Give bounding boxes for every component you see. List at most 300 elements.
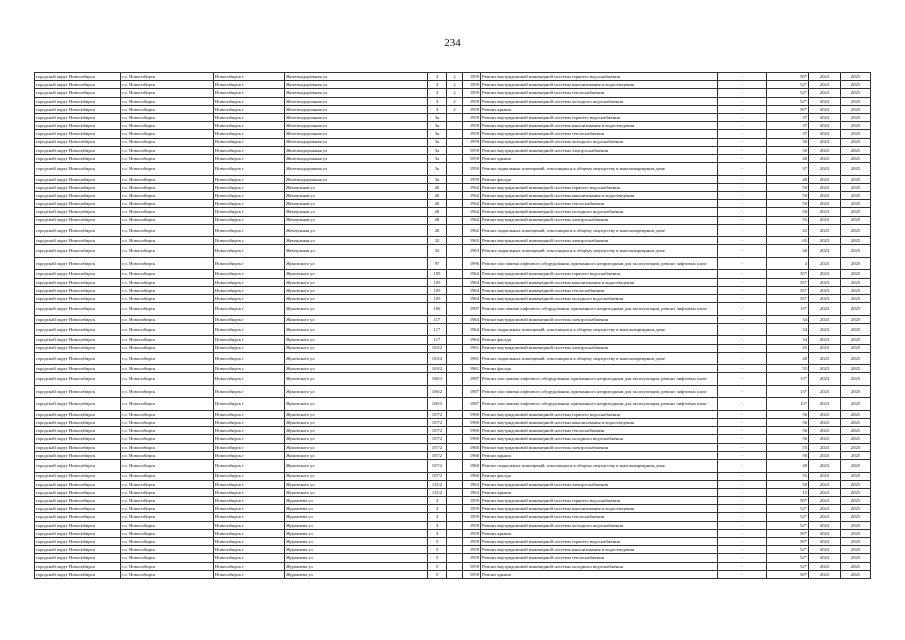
- city-district-cell: г.о. Новосибирск: [121, 562, 214, 570]
- table-row: [35, 546, 871, 554]
- city-district-cell: г.о. Новосибирск: [121, 146, 214, 154]
- street-cell: Журавлева ул: [285, 554, 428, 562]
- city-district-cell: г.о. Новосибирск: [121, 237, 214, 245]
- street-cell: Журавлева ул: [285, 570, 428, 578]
- street-cell: Жуковского ул: [285, 451, 428, 459]
- end-year-cell: 2025: [841, 443, 871, 451]
- city-district-cell: г.о. Новосибирск: [121, 538, 214, 546]
- dash-cell: -: [718, 113, 767, 121]
- work-type-cell: Ремонт фасада: [481, 175, 718, 183]
- street-cell: Жуковского ул: [285, 488, 428, 496]
- work-type-cell: Ремонт крыши: [481, 488, 718, 496]
- city-district-cell: г.о. Новосибирск: [121, 89, 214, 97]
- street-cell: Журавлева ул: [285, 529, 428, 537]
- end-year-cell: 2025: [841, 73, 871, 81]
- house-number-cell: 3а: [428, 113, 447, 121]
- wear-percent-cell: 55: [767, 472, 809, 480]
- build-year-cell: 1964: [463, 286, 481, 294]
- dash-cell: -: [718, 546, 767, 554]
- end-year-cell: 2025: [841, 138, 871, 146]
- start-year-cell: 2023: [809, 365, 841, 373]
- building-cell: [447, 303, 463, 316]
- street-cell: Жемчужная ул: [285, 224, 428, 237]
- build-year-cell: 1996: [463, 257, 481, 270]
- city-district-cell: г.о. Новосибирск: [121, 419, 214, 427]
- street-cell: Журавлева ул: [285, 505, 428, 513]
- work-type-cell: Ремонт внутридомовой инженерной системы холодного водоснабжения: [481, 562, 718, 570]
- building-cell: [447, 546, 463, 554]
- dash-cell: -: [718, 365, 767, 373]
- building-cell: [447, 154, 463, 162]
- locality-cell: Новосибирск г: [214, 278, 285, 286]
- start-year-cell: 2023: [809, 237, 841, 245]
- street-cell: Жуковского ул: [285, 385, 428, 398]
- city-district-cell: г.о. Новосибирск: [121, 373, 214, 386]
- build-year-cell: 1959: [463, 546, 481, 554]
- work-type-cell: Ремонт внутридомовой инженерной системы горячего водоснабжения: [481, 73, 718, 81]
- city-district-cell: г.о. Новосибирск: [121, 529, 214, 537]
- city-district-cell: г.о. Новосибирск: [121, 315, 214, 323]
- city-district-cell: г.о. Новосибирск: [121, 130, 214, 138]
- municipal-district-cell: городской округ Новосибирск: [35, 497, 121, 505]
- table-row: [35, 554, 871, 562]
- start-year-cell: 2023: [809, 336, 841, 344]
- building-cell: [447, 257, 463, 270]
- wear-percent-cell: 35*: [767, 294, 809, 302]
- build-year-cell: 1961: [463, 344, 481, 352]
- building-cell: [447, 497, 463, 505]
- street-cell: Жуковского ул: [285, 410, 428, 418]
- building-cell: [447, 554, 463, 562]
- end-year-cell: 2025: [841, 323, 871, 336]
- work-type-cell: Ремонт внутридомовой инженерной системы горячего водоснабжения: [481, 183, 718, 191]
- building-cell: [447, 163, 463, 176]
- wear-percent-cell: 34: [767, 336, 809, 344]
- end-year-cell: 2025: [841, 294, 871, 302]
- table-row: [35, 323, 871, 336]
- build-year-cell: 1964: [463, 278, 481, 286]
- work-type-cell: Ремонт внутридомовой инженерной системы холодного водоснабжения: [481, 521, 718, 529]
- building-cell: [447, 294, 463, 302]
- end-year-cell: 2025: [841, 427, 871, 435]
- build-year-cell: 1959: [463, 554, 481, 562]
- build-year-cell: 1960: [463, 435, 481, 443]
- build-year-cell: 1960: [463, 472, 481, 480]
- municipal-district-cell: городской округ Новосибирск: [35, 270, 121, 278]
- street-cell: Жуковского ул: [285, 344, 428, 352]
- city-district-cell: г.о. Новосибирск: [121, 113, 214, 121]
- building-cell: 2: [447, 89, 463, 97]
- start-year-cell: 2023: [809, 154, 841, 162]
- dash-cell: -: [718, 175, 767, 183]
- house-number-cell: 105: [428, 278, 447, 286]
- city-district-cell: г.о. Новосибирск: [121, 122, 214, 130]
- build-year-cell: 1963: [463, 237, 481, 245]
- municipal-district-cell: городской округ Новосибирск: [35, 427, 121, 435]
- locality-cell: Новосибирск г: [214, 546, 285, 554]
- start-year-cell: 2023: [809, 398, 841, 411]
- municipal-district-cell: городской округ Новосибирск: [35, 191, 121, 199]
- end-year-cell: 2025: [841, 237, 871, 245]
- locality-cell: Новосибирск г: [214, 130, 285, 138]
- municipal-district-cell: городской округ Новосибирск: [35, 529, 121, 537]
- start-year-cell: 2023: [809, 81, 841, 89]
- end-year-cell: 2025: [841, 183, 871, 191]
- dash-cell: -: [718, 323, 767, 336]
- building-cell: [447, 183, 463, 191]
- build-year-cell: 1959: [463, 89, 481, 97]
- wear-percent-cell: 37: [767, 122, 809, 130]
- build-year-cell: 1987: [463, 398, 481, 411]
- work-type-cell: Ремонт внутридомовой инженерной системы электроснабжения: [481, 480, 718, 488]
- start-year-cell: 2023: [809, 278, 841, 286]
- end-year-cell: 2025: [841, 521, 871, 529]
- build-year-cell: 1960: [463, 410, 481, 418]
- house-number-cell: 106: [428, 303, 447, 316]
- city-district-cell: г.о. Новосибирск: [121, 497, 214, 505]
- start-year-cell: 2023: [809, 286, 841, 294]
- municipal-district-cell: городской округ Новосибирск: [35, 419, 121, 427]
- city-district-cell: г.о. Новосибирск: [121, 410, 214, 418]
- start-year-cell: 2023: [809, 113, 841, 121]
- table-row: [35, 460, 871, 473]
- table-row: [35, 216, 871, 224]
- locality-cell: Новосибирск г: [214, 237, 285, 245]
- city-district-cell: г.о. Новосибирск: [121, 163, 214, 176]
- street-cell: Жуковского ул: [285, 427, 428, 435]
- city-district-cell: г.о. Новосибирск: [121, 73, 214, 81]
- wear-percent-cell: 37: [767, 130, 809, 138]
- start-year-cell: 2023: [809, 373, 841, 386]
- locality-cell: Новосибирск г: [214, 570, 285, 578]
- end-year-cell: 2025: [841, 122, 871, 130]
- city-district-cell: г.о. Новосибирск: [121, 224, 214, 237]
- work-type-cell: Ремонт фасада: [481, 336, 718, 344]
- house-number-cell: 5: [428, 546, 447, 554]
- wear-percent-cell: 50*: [767, 529, 809, 537]
- dash-cell: -: [718, 505, 767, 513]
- building-cell: [447, 460, 463, 473]
- municipal-district-cell: городской округ Новосибирск: [35, 410, 121, 418]
- street-cell: Железнодорожная ул: [285, 122, 428, 130]
- end-year-cell: 2025: [841, 336, 871, 344]
- street-cell: Жуковского ул: [285, 480, 428, 488]
- end-year-cell: 2025: [841, 435, 871, 443]
- dash-cell: -: [718, 89, 767, 97]
- work-type-cell: Ремонт внутридомовой инженерной системы холодного водоснабжения: [481, 138, 718, 146]
- start-year-cell: 2023: [809, 570, 841, 578]
- work-type-cell: Ремонт внутридомовой инженерной системы холодного водоснабжения: [481, 435, 718, 443]
- work-type-cell: Ремонт или замена лифтового оборудования, признанного непригодным для эксплуатации, ремонт лифтовых шахт: [481, 373, 718, 386]
- building-cell: [447, 513, 463, 521]
- house-number-cell: 3а: [428, 146, 447, 154]
- locality-cell: Новосибирск г: [214, 398, 285, 411]
- start-year-cell: 2023: [809, 344, 841, 352]
- locality-cell: Новосибирск г: [214, 200, 285, 208]
- city-district-cell: г.о. Новосибирск: [121, 105, 214, 113]
- city-district-cell: г.о. Новосибирск: [121, 138, 214, 146]
- house-number-cell: 106/2: [428, 385, 447, 398]
- start-year-cell: 2023: [809, 208, 841, 216]
- build-year-cell: 1959: [463, 97, 481, 105]
- locality-cell: Новосибирск г: [214, 294, 285, 302]
- end-year-cell: 2025: [841, 200, 871, 208]
- city-district-cell: г.о. Новосибирск: [121, 323, 214, 336]
- work-type-cell: Ремонт внутридомовой инженерной системы электроснабжения: [481, 344, 718, 352]
- build-year-cell: 1959: [463, 570, 481, 578]
- start-year-cell: 2023: [809, 130, 841, 138]
- end-year-cell: 2025: [841, 146, 871, 154]
- house-number-cell: 117: [428, 336, 447, 344]
- table-row: [35, 419, 871, 427]
- table-row: [35, 175, 871, 183]
- dash-cell: -: [718, 81, 767, 89]
- locality-cell: Новосибирск г: [214, 315, 285, 323]
- house-number-cell: 3: [428, 497, 447, 505]
- locality-cell: Новосибирск г: [214, 163, 285, 176]
- wear-percent-cell: 55: [767, 365, 809, 373]
- building-cell: [447, 529, 463, 537]
- locality-cell: Новосибирск г: [214, 224, 285, 237]
- city-district-cell: г.о. Новосибирск: [121, 175, 214, 183]
- wear-percent-cell: 43: [767, 224, 809, 237]
- locality-cell: Новосибирск г: [214, 443, 285, 451]
- wear-percent-cell: 55: [767, 443, 809, 451]
- building-cell: [447, 480, 463, 488]
- wear-percent-cell: 45: [767, 344, 809, 352]
- end-year-cell: 2025: [841, 154, 871, 162]
- house-number-cell: 107/2: [428, 472, 447, 480]
- municipal-district-cell: городской округ Новосибирск: [35, 89, 121, 97]
- locality-cell: Новосибирск г: [214, 257, 285, 270]
- street-cell: Железнодорожная ул: [285, 130, 428, 138]
- house-number-cell: 107/2: [428, 435, 447, 443]
- end-year-cell: 2025: [841, 460, 871, 473]
- work-type-cell: Ремонт внутридомовой инженерной системы электроснабжения: [481, 315, 718, 323]
- dash-cell: -: [718, 398, 767, 411]
- city-district-cell: г.о. Новосибирск: [121, 278, 214, 286]
- table-body: [35, 73, 871, 579]
- wear-percent-cell: 50*: [767, 570, 809, 578]
- start-year-cell: 2023: [809, 538, 841, 546]
- table-row: [35, 105, 871, 113]
- wear-percent-cell: 35*: [767, 270, 809, 278]
- start-year-cell: 2023: [809, 216, 841, 224]
- building-cell: [447, 130, 463, 138]
- wear-percent-cell: 13*: [767, 303, 809, 316]
- dash-cell: -: [718, 286, 767, 294]
- municipal-district-cell: городской округ Новосибирск: [35, 294, 121, 302]
- end-year-cell: 2025: [841, 81, 871, 89]
- locality-cell: Новосибирск г: [214, 97, 285, 105]
- locality-cell: Новосибирск г: [214, 323, 285, 336]
- work-type-cell: Ремонт или замена лифтового оборудования, признанного непригодным для эксплуатации, ремонт лифтовых шахт: [481, 257, 718, 270]
- street-cell: Железнодорожная ул: [285, 105, 428, 113]
- wear-percent-cell: 52*: [767, 513, 809, 521]
- street-cell: Железнодорожная ул: [285, 175, 428, 183]
- dash-cell: -: [718, 529, 767, 537]
- build-year-cell: 1962: [463, 216, 481, 224]
- end-year-cell: 2025: [841, 488, 871, 496]
- build-year-cell: 1959: [463, 73, 481, 81]
- municipal-district-cell: городской округ Новосибирск: [35, 472, 121, 480]
- start-year-cell: 2023: [809, 546, 841, 554]
- build-year-cell: 1961: [463, 365, 481, 373]
- city-district-cell: г.о. Новосибирск: [121, 472, 214, 480]
- locality-cell: Новосибирск г: [214, 105, 285, 113]
- dash-cell: -: [718, 216, 767, 224]
- build-year-cell: 1964: [463, 294, 481, 302]
- table-row: [35, 81, 871, 89]
- house-number-cell: 32: [428, 245, 447, 258]
- municipal-district-cell: городской округ Новосибирск: [35, 365, 121, 373]
- build-year-cell: 1964: [463, 315, 481, 323]
- locality-cell: Новосибирск г: [214, 183, 285, 191]
- street-cell: Жуковского ул: [285, 323, 428, 336]
- locality-cell: Новосибирск г: [214, 191, 285, 199]
- locality-cell: Новосибирск г: [214, 460, 285, 473]
- end-year-cell: 2025: [841, 505, 871, 513]
- work-type-cell: Ремонт внутридомовой инженерной системы канализования и водоотведения: [481, 546, 718, 554]
- build-year-cell: 1959: [463, 163, 481, 176]
- building-cell: [447, 245, 463, 258]
- house-number-cell: 5: [428, 570, 447, 578]
- end-year-cell: 2025: [841, 270, 871, 278]
- start-year-cell: 2023: [809, 385, 841, 398]
- table-row: [35, 562, 871, 570]
- work-type-cell: Ремонт внутридомовой инженерной системы канализования и водоотведения: [481, 419, 718, 427]
- table-row: [35, 163, 871, 176]
- dash-cell: -: [718, 257, 767, 270]
- house-number-cell: 3: [428, 529, 447, 537]
- locality-cell: Новосибирск г: [214, 113, 285, 121]
- dash-cell: -: [718, 122, 767, 130]
- city-district-cell: г.о. Новосибирск: [121, 398, 214, 411]
- table-row: [35, 344, 871, 352]
- locality-cell: Новосибирск г: [214, 154, 285, 162]
- city-district-cell: г.о. Новосибирск: [121, 200, 214, 208]
- start-year-cell: 2023: [809, 472, 841, 480]
- dash-cell: -: [718, 410, 767, 418]
- build-year-cell: 1960: [463, 460, 481, 473]
- house-number-cell: 103/2: [428, 365, 447, 373]
- city-district-cell: г.о. Новосибирск: [121, 443, 214, 451]
- end-year-cell: 2025: [841, 480, 871, 488]
- work-type-cell: Ремонт подвальных помещений, относящихся к общему имуществу в многоквартирном доме: [481, 163, 718, 176]
- table-row: [35, 443, 871, 451]
- house-number-cell: 107/2: [428, 460, 447, 473]
- house-number-cell: 107/2: [428, 443, 447, 451]
- wear-percent-cell: 35*: [767, 286, 809, 294]
- wear-percent-cell: 37: [767, 113, 809, 121]
- city-district-cell: г.о. Новосибирск: [121, 344, 214, 352]
- street-cell: Железнодорожная ул: [285, 81, 428, 89]
- municipal-district-cell: городской округ Новосибирск: [35, 224, 121, 237]
- table-row: [35, 286, 871, 294]
- municipal-district-cell: городской округ Новосибирск: [35, 257, 121, 270]
- start-year-cell: 2023: [809, 224, 841, 237]
- start-year-cell: 2023: [809, 89, 841, 97]
- street-cell: Железнодорожная ул: [285, 97, 428, 105]
- street-cell: Жуковского ул: [285, 419, 428, 427]
- locality-cell: Новосибирск г: [214, 419, 285, 427]
- dash-cell: -: [718, 303, 767, 316]
- table-row: [35, 373, 871, 386]
- work-type-cell: Ремонт подвальных помещений, относящихся к общему имуществу в многоквартирном доме: [481, 323, 718, 336]
- city-district-cell: г.о. Новосибирск: [121, 488, 214, 496]
- end-year-cell: 2025: [841, 538, 871, 546]
- table-row: [35, 113, 871, 121]
- wear-percent-cell: 30: [767, 146, 809, 154]
- table-row: [35, 270, 871, 278]
- city-district-cell: г.о. Новосибирск: [121, 294, 214, 302]
- locality-cell: Новосибирск г: [214, 303, 285, 316]
- table-row: [35, 257, 871, 270]
- locality-cell: Новосибирск г: [214, 385, 285, 398]
- city-district-cell: г.о. Новосибирск: [121, 191, 214, 199]
- wear-percent-cell: 56: [767, 427, 809, 435]
- wear-percent-cell: 35*: [767, 278, 809, 286]
- house-number-cell: 3: [428, 505, 447, 513]
- municipal-district-cell: городской округ Новосибирск: [35, 130, 121, 138]
- start-year-cell: 2023: [809, 443, 841, 451]
- start-year-cell: 2023: [809, 146, 841, 154]
- building-cell: [447, 191, 463, 199]
- city-district-cell: г.о. Новосибирск: [121, 245, 214, 258]
- municipal-district-cell: городской округ Новосибирск: [35, 278, 121, 286]
- dash-cell: -: [718, 224, 767, 237]
- locality-cell: Новосибирск г: [214, 505, 285, 513]
- locality-cell: Новосибирск г: [214, 480, 285, 488]
- start-year-cell: 2023: [809, 294, 841, 302]
- build-year-cell: 1964: [463, 336, 481, 344]
- table-row: [35, 130, 871, 138]
- dash-cell: -: [718, 460, 767, 473]
- dash-cell: -: [718, 562, 767, 570]
- municipal-district-cell: городской округ Новосибирск: [35, 154, 121, 162]
- house-number-cell: 115/2: [428, 480, 447, 488]
- dash-cell: -: [718, 488, 767, 496]
- municipal-district-cell: городской округ Новосибирск: [35, 451, 121, 459]
- house-number-cell: 3а: [428, 138, 447, 146]
- end-year-cell: 2025: [841, 97, 871, 105]
- locality-cell: Новосибирск г: [214, 270, 285, 278]
- table-row: [35, 570, 871, 578]
- start-year-cell: 2023: [809, 323, 841, 336]
- table-row: [35, 497, 871, 505]
- table-row: [35, 122, 871, 130]
- locality-cell: Новосибирск г: [214, 216, 285, 224]
- locality-cell: Новосибирск г: [214, 352, 285, 365]
- start-year-cell: 2023: [809, 427, 841, 435]
- table-row: [35, 505, 871, 513]
- city-district-cell: г.о. Новосибирск: [121, 460, 214, 473]
- dash-cell: -: [718, 130, 767, 138]
- table-row: [35, 237, 871, 245]
- house-number-cell: 3: [428, 97, 447, 105]
- municipal-district-cell: городской округ Новосибирск: [35, 245, 121, 258]
- wear-percent-cell: 50: [767, 451, 809, 459]
- street-cell: Жемчужная ул: [285, 237, 428, 245]
- city-district-cell: г.о. Новосибирск: [121, 365, 214, 373]
- build-year-cell: 1959: [463, 130, 481, 138]
- work-type-cell: Ремонт подвальных помещений, относящихся к общему имуществу в многоквартирном доме: [481, 460, 718, 473]
- table-row: [35, 245, 871, 258]
- house-number-cell: 3: [428, 521, 447, 529]
- locality-cell: Новосибирск г: [214, 138, 285, 146]
- wear-percent-cell: 40: [767, 352, 809, 365]
- end-year-cell: 2025: [841, 89, 871, 97]
